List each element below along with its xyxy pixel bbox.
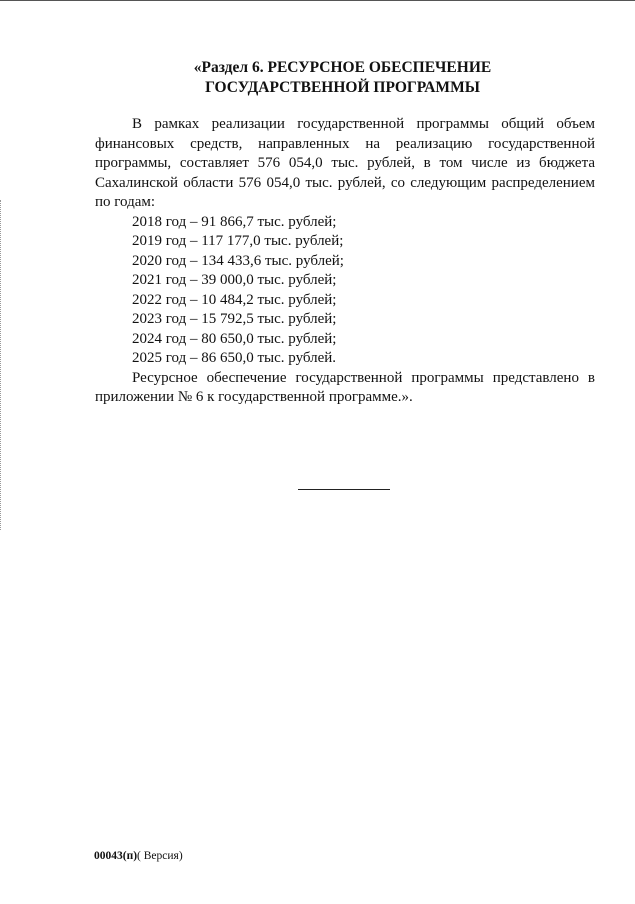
document-version: ( Версия) <box>137 850 183 862</box>
document-body <box>95 115 595 408</box>
section-heading <box>60 58 625 98</box>
funding-year-item: 2025 год – 86 650,0 тыс. рублей. <box>132 350 337 366</box>
section-heading-line-2: ГОСУДАРСТВЕННОЙ ПРОГРАММЫ <box>205 79 480 96</box>
document-footer <box>94 850 183 862</box>
closing-paragraph: Ресурсное обеспечение государственной программы представлено в приложении № 6 к государственной программе.». <box>95 369 595 405</box>
closing-separator-line <box>298 489 390 490</box>
scan-margin-marks <box>0 200 4 530</box>
page-top-edge <box>0 0 635 1</box>
funding-year-item: 2018 год – 91 866,7 тыс. рублей; <box>132 213 337 230</box>
funding-year-item: 2024 год – 80 650,0 тыс. рублей; <box>132 330 337 347</box>
funding-year-item: 2019 год – 117 177,0 тыс. рублей; <box>132 233 344 249</box>
document-code: 00043(п) <box>94 850 138 862</box>
intro-paragraph: В рамках реализации государственной программы общий объем финансовых средств, направленных на реализацию государственной программы, составляет 576 054,0 тыс. рублей, в том числе из бюджета Сахалинской области 576 054,0 тыс. рублей, со следующим распределением по годам: <box>95 116 595 210</box>
section-heading-line-1: «Раздел 6. РЕСУРСНОЕ ОБЕСПЕЧЕНИЕ <box>193 59 492 76</box>
funding-year-item: 2021 год – 39 000,0 тыс. рублей; <box>132 272 337 288</box>
funding-year-item: 2020 год – 134 433,6 тыс. рублей; <box>132 252 344 269</box>
funding-year-item: 2022 год – 10 484,2 тыс. рублей; <box>132 291 337 308</box>
funding-year-item: 2023 год – 15 792,5 тыс. рублей; <box>132 311 337 327</box>
funding-by-year-list <box>95 213 595 369</box>
